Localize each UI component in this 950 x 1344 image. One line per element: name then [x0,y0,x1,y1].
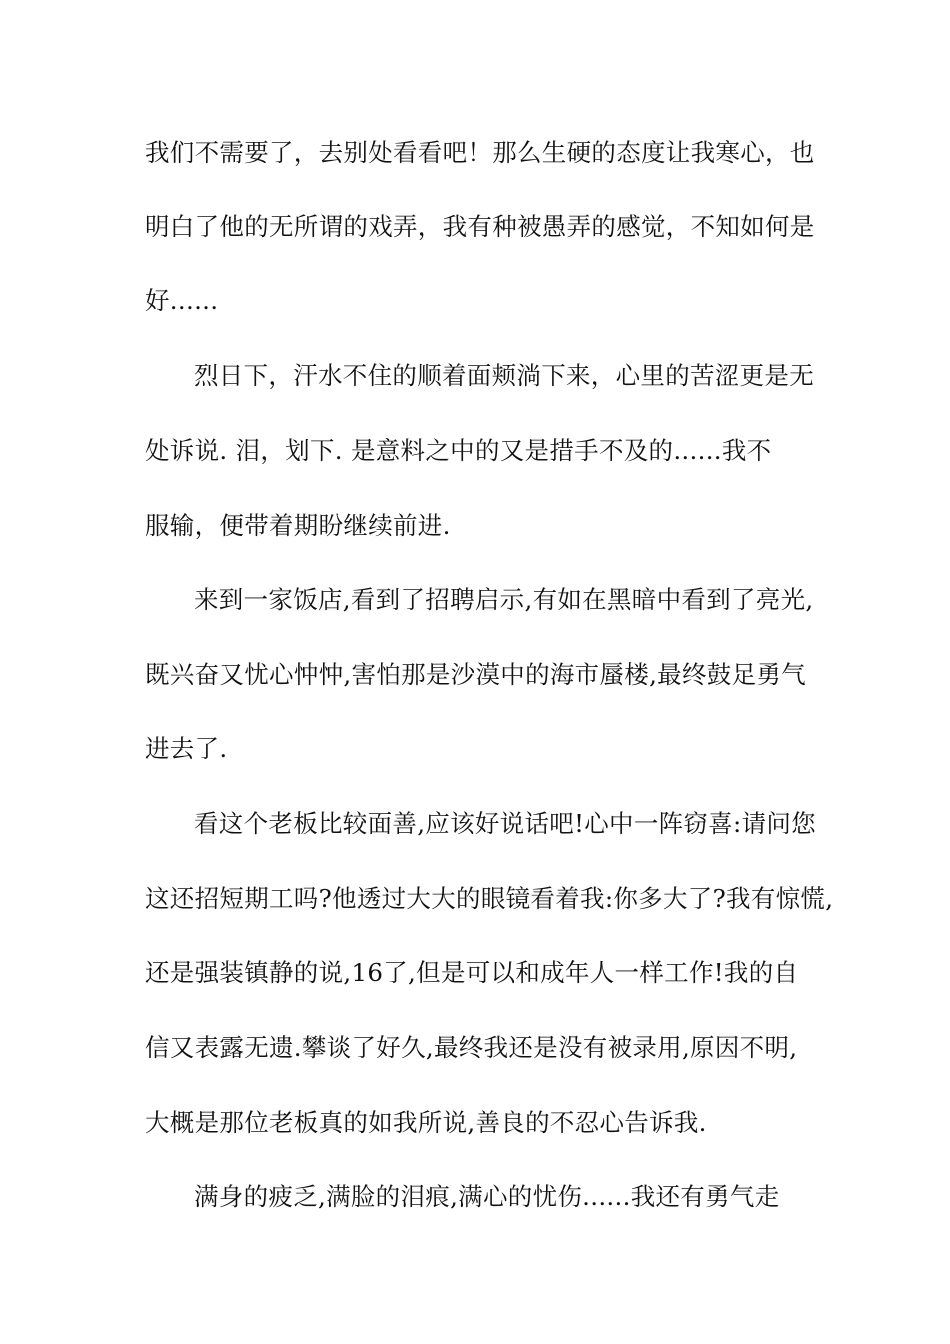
paragraph-first-line: 来到一家饭店,看到了招聘启示,有如在黑暗中看到了亮光, [194,585,814,614]
text-line: 处诉说. 泪，划下. 是意料之中的又是措手不及的......我不 [145,436,772,465]
text-line: 这还招短期工吗?他透过大大的眼镜看着我:你多大了?我有惊慌, [145,884,834,913]
text-line: 大概是那位老板真的如我所说,善良的不忍心告诉我. [145,1108,707,1137]
text-line: 服输，便带着期盼继续前进. [145,511,451,540]
text-line: 明白了他的无所谓的戏弄，我有种被愚弄的感觉，不知如何是 [145,212,815,241]
paragraph-first-line: 满身的疲乏,满脸的泪痕,满心的忧伤......我还有勇气走 [194,1182,780,1211]
paragraph-first-line: 看这个老板比较面善,应该好说话吧!心中一阵窃喜:请问您 [194,809,816,838]
text-line: 好...... [145,286,219,315]
paragraph-first-line: 烈日下，汗水不住的顺着面颊淌下来，心里的苦涩更是无 [194,361,814,390]
text-line: 我们不需要了，去别处看看吧！那么生硬的态度让我寒心，也 [145,138,815,167]
text-line: 进去了. [145,734,228,763]
text-line: 还是强装镇静的说,16了,但是可以和成年人一样工作!我的自 [145,958,799,987]
text-line: 信又表露无遗.攀谈了好久,最终我还是没有被录用,原因不明, [145,1033,798,1062]
text-line: 既兴奋又忧心忡忡,害怕那是沙漠中的海市蜃楼,最终鼓足勇气 [145,660,806,689]
